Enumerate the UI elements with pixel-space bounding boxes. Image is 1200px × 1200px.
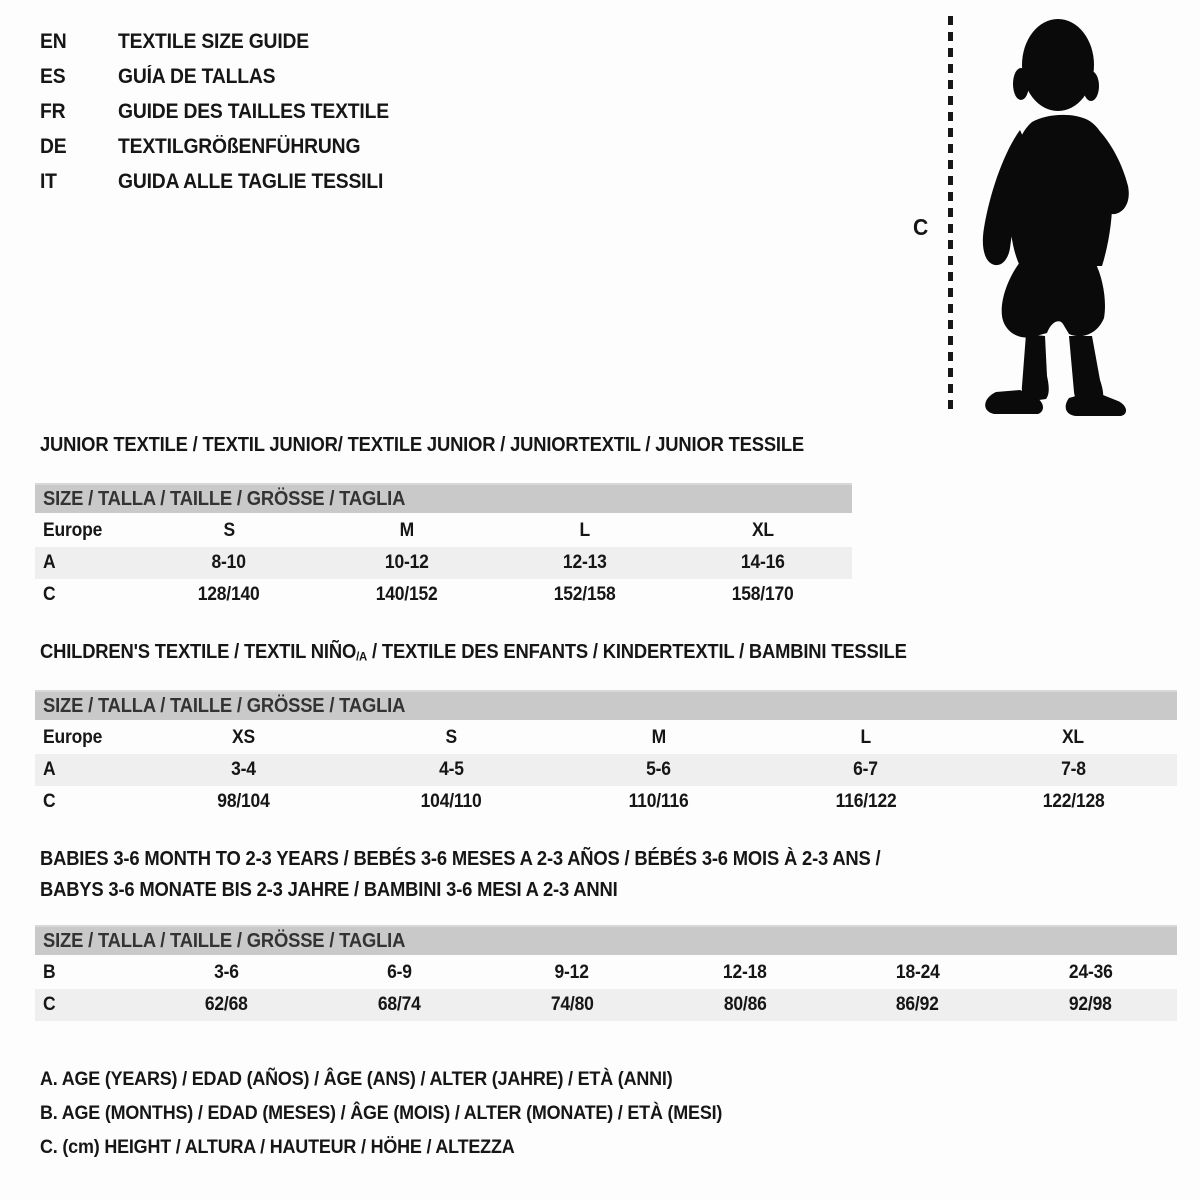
legend-line-b: B. AGE (MONTHS) / EDAD (MESES) / ÂGE (MOIS) / ALTER (MONATE) / ETÀ (MESI) <box>40 1101 723 1124</box>
height-cell: 110/116 <box>628 791 689 812</box>
language-code: EN <box>40 29 67 53</box>
age-cell: 18-24 <box>895 962 940 983</box>
age-cell: 6-9 <box>386 962 412 983</box>
height-cell: 92/98 <box>1069 994 1112 1015</box>
legend-line-c: C. (cm) HEIGHT / ALTURA / HAUTEUR / HÖHE / ALTEZZA <box>40 1135 515 1158</box>
babies-title-line2: BABYS 3-6 MONATE BIS 2-3 JAHRE / BAMBINI 3-6 MESI A 2-3 ANNI <box>40 879 618 901</box>
measure-legend <box>40 1062 782 1164</box>
children-size-table <box>35 690 1177 818</box>
children-section-title: CHILDREN'S TEXTILE / TEXTIL $NIÑO_{/A}$ / TEXTILE DES ENFANTS / KINDERTEXTIL / BAMBINI TESSILE <box>40 641 907 664</box>
size-cell: L <box>579 520 591 541</box>
age-cell: 7-8 <box>1060 759 1086 780</box>
age-cell: 5-6 <box>646 759 671 780</box>
size-cell: M <box>399 520 415 541</box>
language-title: GUIDA ALLE TAGLIE TESSILI <box>118 169 384 193</box>
height-cell: 74/80 <box>550 994 594 1015</box>
table-row-europe <box>35 722 1177 754</box>
age-cell: 6-7 <box>853 759 879 780</box>
size-cell: S <box>445 727 457 748</box>
height-cell: 68/74 <box>377 994 421 1015</box>
size-cell: XL <box>1062 727 1085 748</box>
height-cell: 158/170 <box>732 584 794 605</box>
language-title: TEXTILGRÖßENFÜHRUNG <box>118 134 361 158</box>
height-cell: 152/158 <box>554 584 616 605</box>
table-row-height-cm <box>35 786 1177 818</box>
height-measure-label: C <box>913 214 929 240</box>
nino-a-subscript: /A <box>356 649 368 664</box>
row-label: A <box>43 552 56 573</box>
toddler-silhouette-icon <box>962 14 1147 420</box>
language-row <box>40 164 412 199</box>
table-row-height-cm <box>35 579 852 611</box>
height-cell: 104/110 <box>420 791 482 812</box>
height-cell: 140/152 <box>376 584 438 605</box>
age-cell: 8-10 <box>211 552 247 573</box>
size-header-band: SIZE / TALLA / TAILLE / GRÖSSE / TAGLIA <box>35 925 1177 955</box>
junior-size-table <box>35 483 852 611</box>
language-code: ES <box>40 64 66 88</box>
age-cell: 3-4 <box>231 759 257 780</box>
babies-title-line1: BABIES 3-6 MONTH TO 2-3 YEARS / BEBÉS 3-6 MESES A 2-3 AÑOS / BÉBÉS 3-6 MOIS À 2-3 ANS / <box>40 848 881 870</box>
size-cell: XL <box>752 520 774 541</box>
age-cell: 9-12 <box>554 962 590 983</box>
size-header-band: SIZE / TALLA / TAILLE / GRÖSSE / TAGLIA <box>35 690 1177 720</box>
age-cell: 12-13 <box>563 552 607 573</box>
height-cell: 98/104 <box>217 791 270 812</box>
table-row-europe <box>35 515 852 547</box>
language-title: TEXTILE SIZE GUIDE <box>118 29 309 53</box>
junior-section-title: JUNIOR TEXTILE / TEXTIL JUNIOR/ TEXTILE JUNIOR / JUNIORTEXTIL / JUNIOR TESSILE <box>40 434 805 456</box>
language-title: GUÍA DE TALLAS <box>118 64 276 88</box>
age-cell: 4-5 <box>438 759 464 780</box>
height-cell: 86/92 <box>896 994 940 1015</box>
table-row-age-months <box>35 957 1177 989</box>
language-row <box>40 59 412 94</box>
row-label: Europe <box>43 727 103 748</box>
size-cell: XS <box>232 727 256 748</box>
row-label: Europe <box>43 520 103 541</box>
height-cell: 80/86 <box>723 994 767 1015</box>
age-cell: 12-18 <box>722 962 767 983</box>
age-cell: 10-12 <box>385 552 429 573</box>
language-title: GUIDE DES TAILLES TEXTILE <box>118 99 389 123</box>
language-row <box>40 94 412 129</box>
age-cell: 24-36 <box>1068 962 1113 983</box>
height-cell: 122/128 <box>1042 791 1105 812</box>
babies-section-title <box>40 844 954 906</box>
language-code: IT <box>40 169 57 193</box>
language-row <box>40 129 412 164</box>
table-row-age-years <box>35 754 1177 786</box>
row-label: C <box>43 791 56 812</box>
language-code: DE <box>40 134 67 158</box>
size-cell: L <box>860 727 872 748</box>
row-label: C <box>43 994 56 1015</box>
table-row-age-years <box>35 547 852 579</box>
size-header-band: SIZE / TALLA / TAILLE / GRÖSSE / TAGLIA <box>35 483 852 513</box>
legend-line-a: A. AGE (YEARS) / EDAD (AÑOS) / ÂGE (ANS) / ALTER (JAHRE) / ETÀ (ANNI) <box>40 1067 673 1090</box>
language-title-list <box>40 24 412 199</box>
language-code: FR <box>40 99 66 123</box>
row-label: C <box>43 584 56 605</box>
height-cell: 62/68 <box>205 994 248 1015</box>
babies-size-table <box>35 925 1177 1021</box>
height-cell: 128/140 <box>198 584 260 605</box>
height-cell: 116/122 <box>835 791 897 812</box>
table-row-height-cm <box>35 989 1177 1021</box>
age-cell: 3-6 <box>214 962 239 983</box>
row-label: B <box>43 962 56 983</box>
size-cell: M <box>651 727 666 748</box>
age-cell: 14-16 <box>741 552 785 573</box>
height-measure-dashed-line <box>948 16 953 416</box>
language-row <box>40 24 412 59</box>
size-cell: S <box>223 520 235 541</box>
row-label: A <box>43 759 56 780</box>
